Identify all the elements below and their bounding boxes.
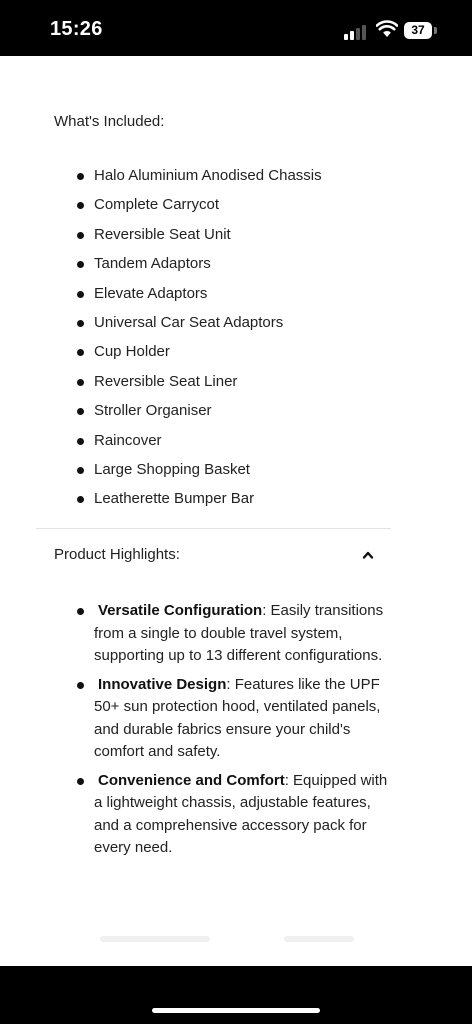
highlight-heading: Versatile Configuration [98, 602, 263, 619]
highlight-item [94, 674, 394, 764]
battery-cap [434, 27, 437, 34]
bullet-icon [77, 379, 84, 386]
highlight-item [94, 600, 394, 668]
bullet-icon [77, 778, 84, 785]
product-highlights-title[interactable]: Product Highlights: [54, 546, 180, 563]
highlight-text: : Features like the UPF 50+ sun protection hood, ventilated panels, and durable fabrics ensure your child's comfort and safety. [94, 675, 381, 760]
list-item-text: Tandem Adaptors [94, 255, 211, 273]
bullet-icon [77, 467, 84, 474]
bullet-icon [77, 438, 84, 445]
highlights-list [0, 600, 394, 866]
list-item-text: Universal Car Seat Adaptors [94, 313, 284, 331]
cellular-signal-icon [344, 24, 370, 40]
list-item-text: Elevate Adaptors [94, 284, 208, 302]
highlight-heading: Innovative Design [98, 675, 227, 693]
bullet-icon [77, 232, 84, 239]
bullet-icon [77, 320, 84, 327]
home-indicator[interactable] [152, 1008, 320, 1013]
whats-included-title: What's Included: [54, 113, 165, 130]
faded-content-placeholder [94, 936, 364, 948]
bullet-icon [77, 408, 84, 415]
list-item-text: Large Shopping Basket [94, 460, 250, 478]
highlight-item [94, 770, 394, 860]
bullet-icon [77, 349, 84, 356]
list-item-text: Complete Carrycot [94, 196, 220, 214]
wifi-icon [376, 20, 398, 38]
bullet-icon [77, 496, 84, 503]
status-time: 15:26 [50, 18, 103, 40]
highlight-text: : Equipped with a lightweight chassis, adjustable features, and a comprehensive accessory pack for every need. [94, 771, 388, 856]
bullet-icon [77, 261, 84, 268]
list-item-text: Reversible Seat Liner [94, 372, 238, 390]
chevron-up-icon[interactable] [362, 550, 374, 560]
bullet-icon [77, 173, 84, 180]
list-item-text: Raincover [94, 431, 162, 449]
bullet-icon [77, 682, 84, 689]
list-item-text: Leatherette Bumper Bar [94, 490, 255, 508]
list-item-text: Stroller Organiser [94, 402, 212, 420]
bullet-icon [77, 202, 84, 209]
home-bar [0, 966, 472, 1024]
bullet-icon [77, 608, 84, 615]
section-divider [36, 528, 391, 529]
product-details [0, 56, 472, 966]
list-item-text: Cup Holder [94, 343, 170, 361]
list-item-text: Halo Aluminium Anodised Chassis [94, 167, 322, 184]
list-item-text: Reversible Seat Unit [94, 225, 231, 243]
status-bar [0, 0, 472, 56]
bullet-icon [77, 291, 84, 298]
highlight-text: : Easily transitions from a single to double travel system, supporting up to 13 different configurations. [94, 602, 384, 664]
highlight-heading: Convenience and Comfort [98, 771, 285, 789]
battery-icon: 37 [404, 22, 432, 39]
